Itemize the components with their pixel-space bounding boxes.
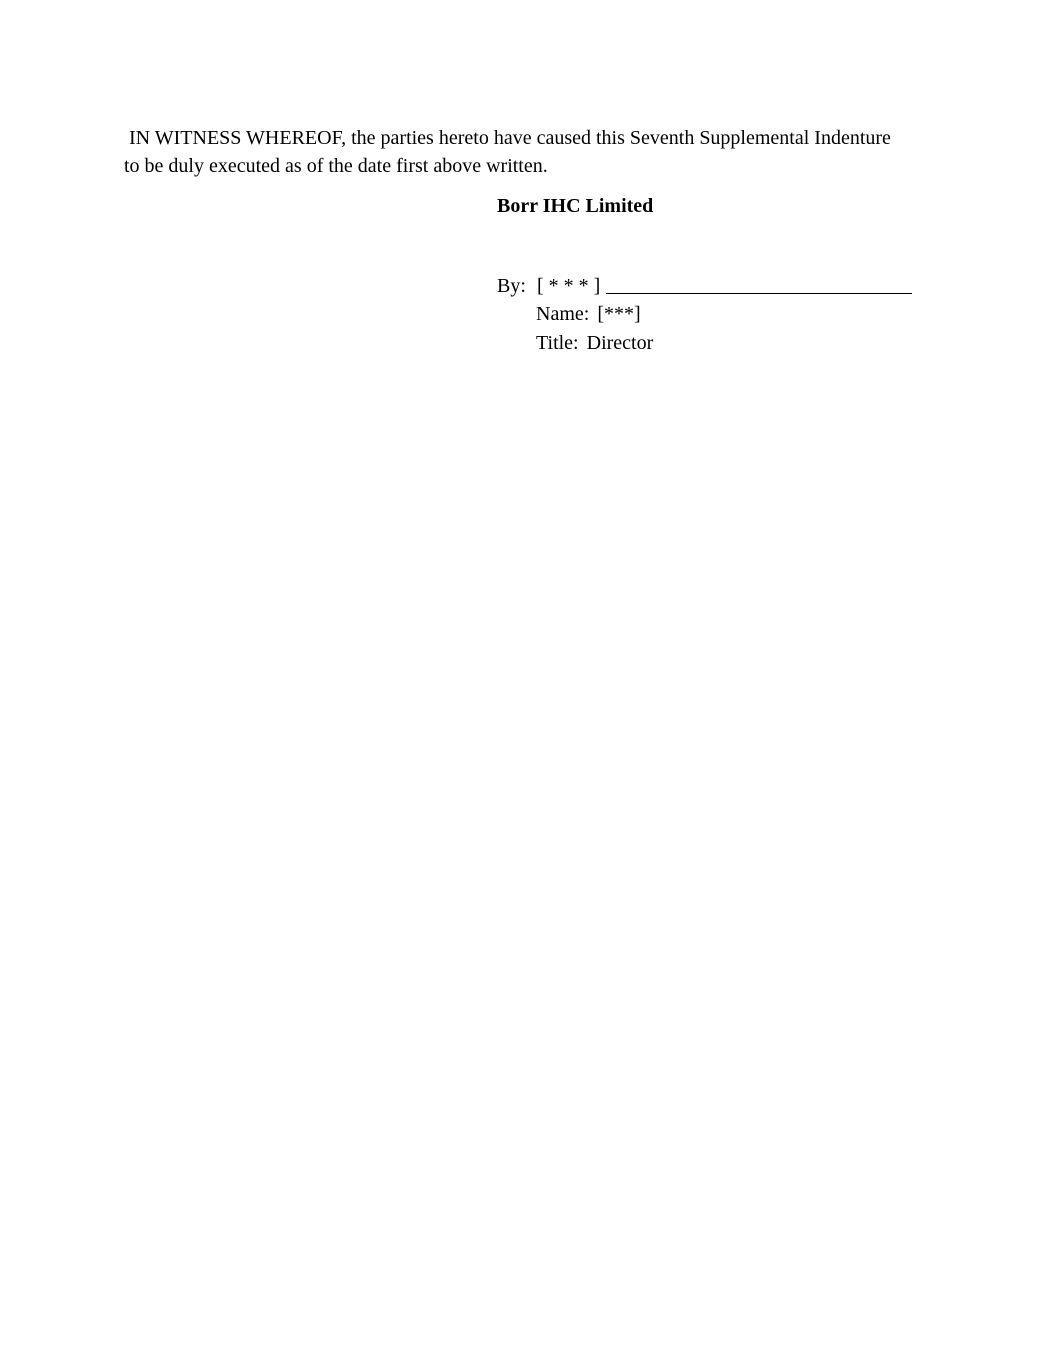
witness-clause-line-1: IN WITNESS WHEREOF, the parties hereto have caused this Seventh Supplemental Indenture <box>124 127 891 149</box>
signatory-name-row <box>536 301 641 327</box>
witness-clause-line-2: to be duly executed as of the date first above written. <box>124 155 548 177</box>
signatory-title-row <box>536 330 653 356</box>
signature-by-row <box>497 273 912 299</box>
signatory-placeholder: [ * * * ] <box>537 275 601 297</box>
signature-line <box>606 273 912 294</box>
witness-clause <box>124 124 924 180</box>
title-label: Title: <box>536 332 579 354</box>
by-label: By: <box>497 275 526 297</box>
name-value: [***] <box>597 303 641 325</box>
title-value: Director <box>586 332 654 354</box>
company-name: Borr IHC Limited <box>497 195 654 217</box>
name-label: Name: <box>536 303 590 325</box>
